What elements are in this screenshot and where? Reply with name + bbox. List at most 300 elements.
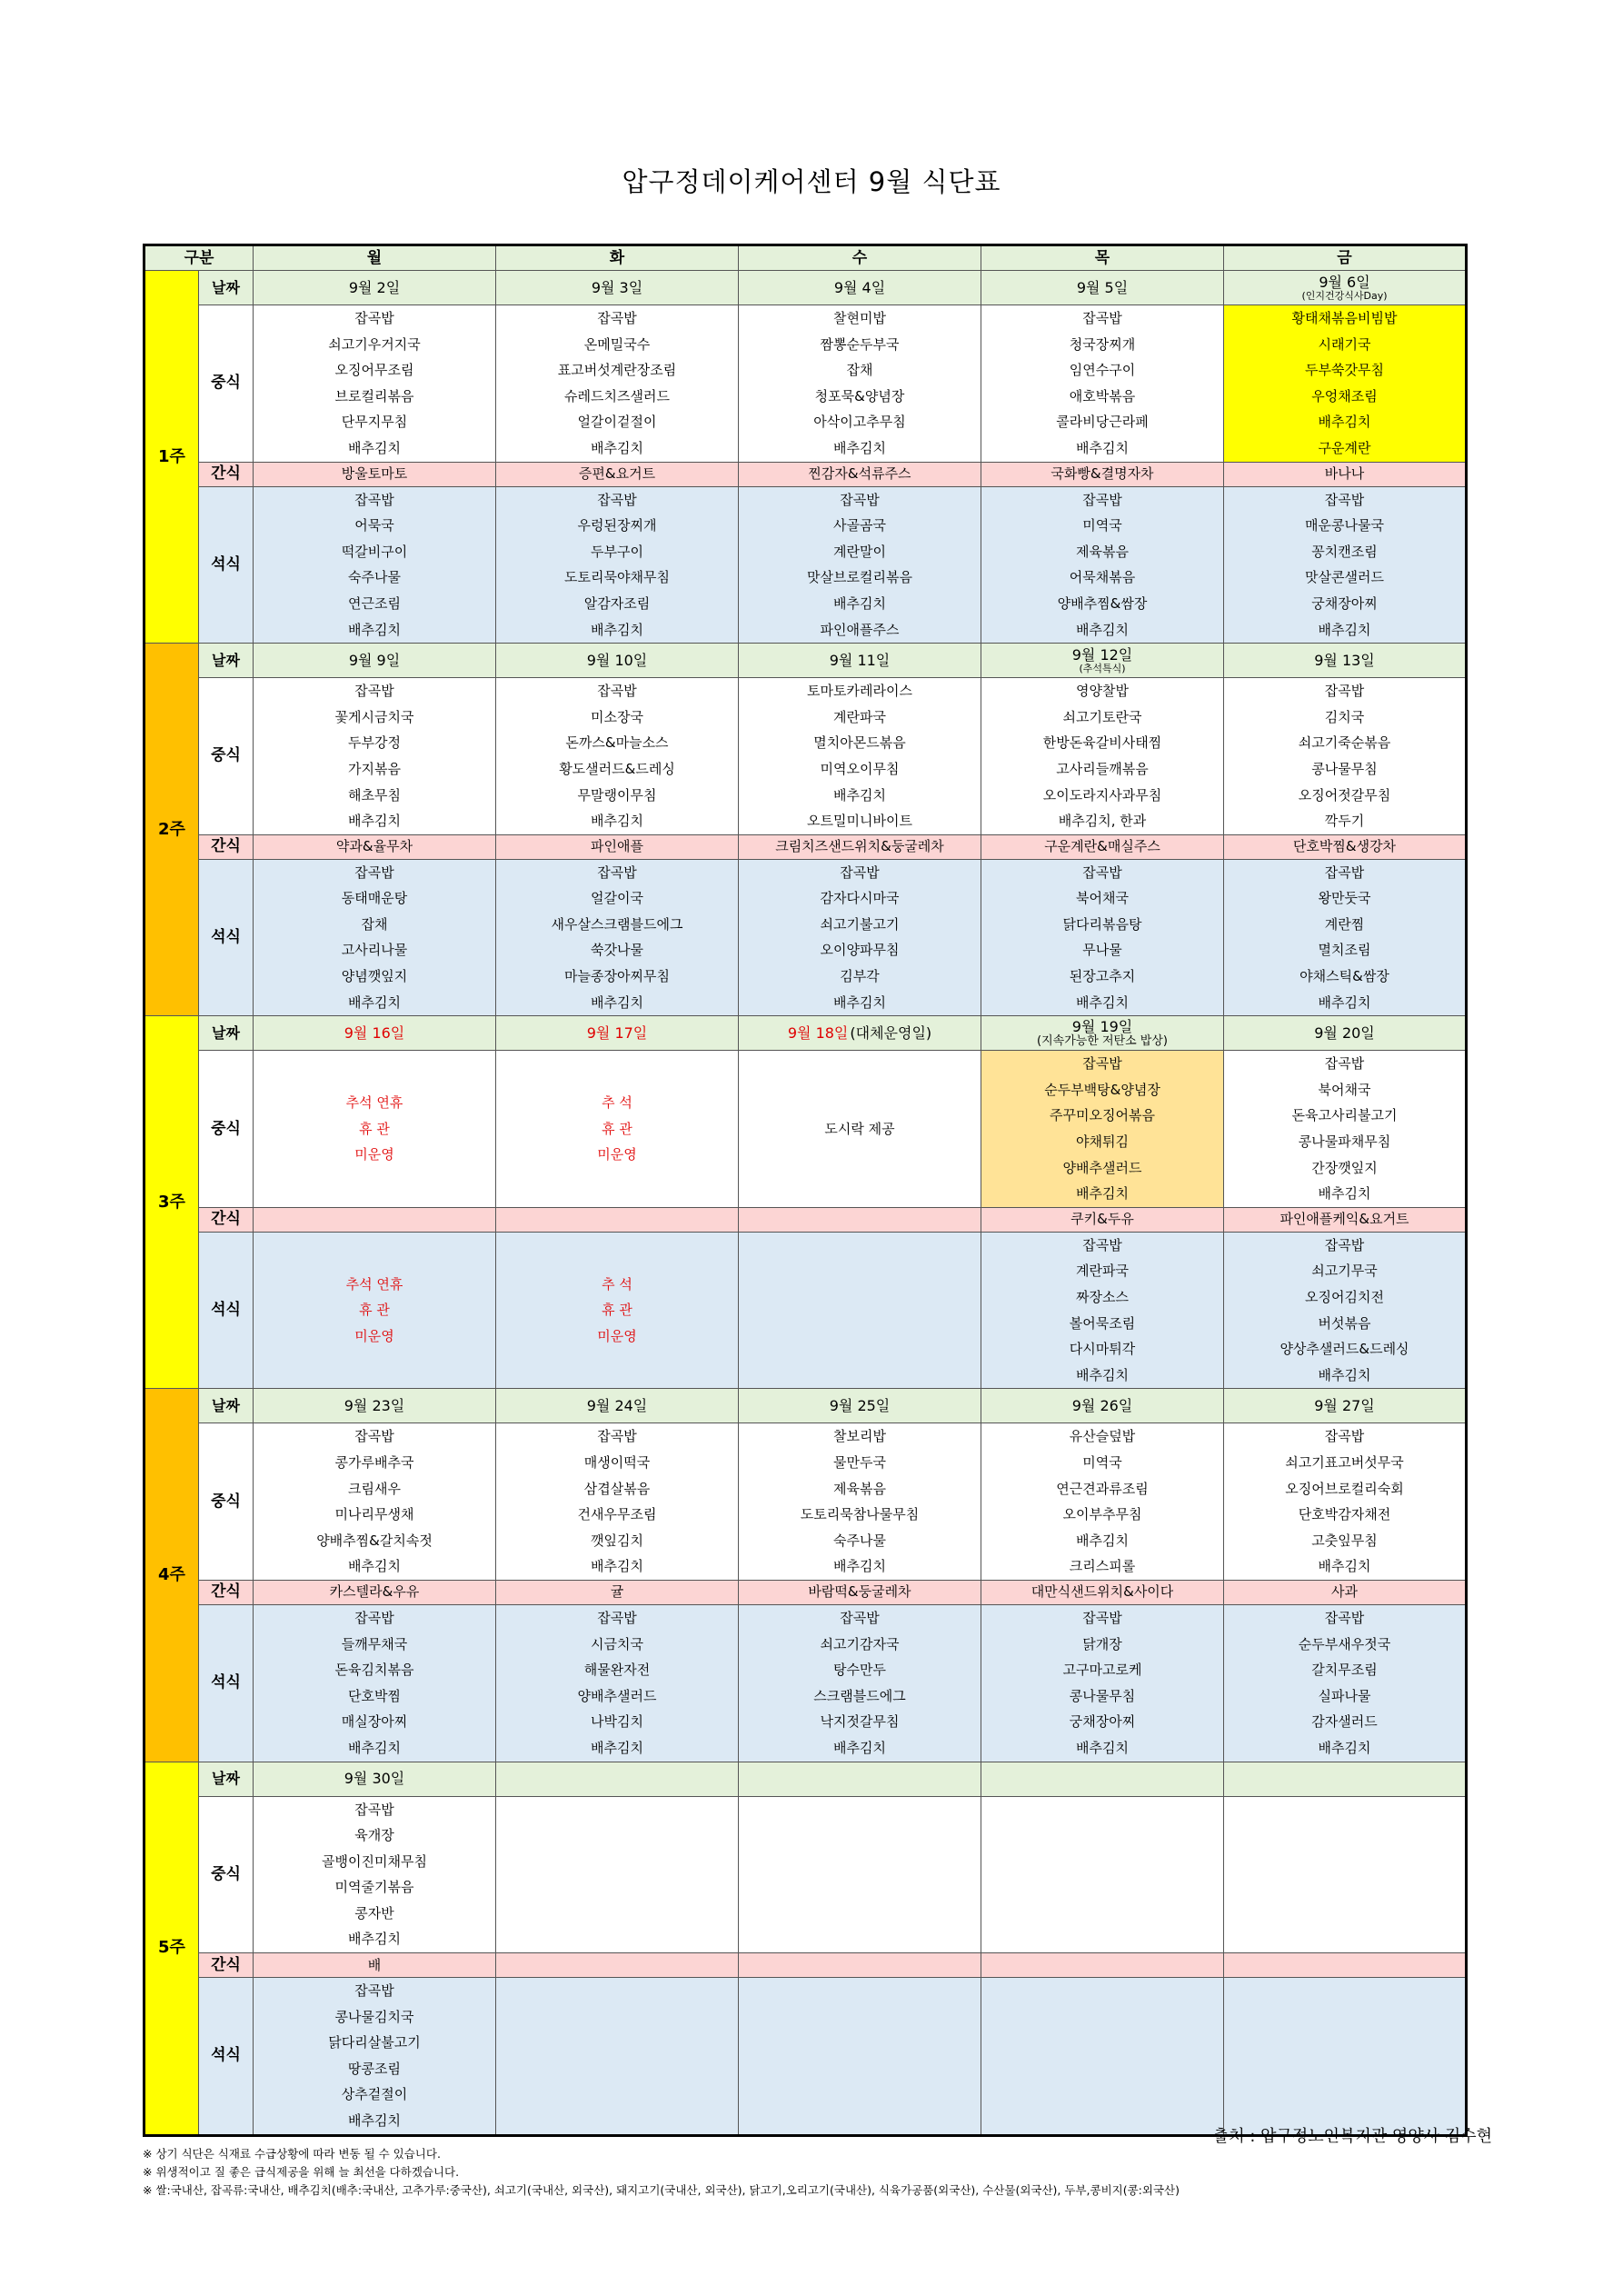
- menu-item: 어묵채볶음: [1069, 569, 1136, 586]
- menu-item: 두부구이: [591, 543, 643, 560]
- snack-cell: 단호박찜&생강차: [1224, 834, 1467, 859]
- menu-item: 두부강정: [348, 734, 401, 752]
- date-subtext: (추석특식): [1079, 662, 1126, 674]
- snack-cell: [981, 1953, 1224, 1978]
- menu-item: 매실장아찌: [341, 1713, 408, 1731]
- menu-item: 감자다시마국: [820, 890, 900, 907]
- menu-item: 찰현미밥: [833, 310, 886, 326]
- menu-item: 양배추샐러드: [577, 1687, 657, 1704]
- row-label-dinner: 석식: [199, 1978, 254, 2136]
- date-text: 9월 25일: [829, 1396, 891, 1414]
- date-cell: [1224, 644, 1467, 678]
- menu-item: 배추김치: [591, 1739, 643, 1756]
- menu-item: 연근견과류조림: [1056, 1480, 1149, 1497]
- menu-item: 북어채국: [1318, 1081, 1371, 1098]
- menu-item: 숙주나물: [833, 1532, 886, 1549]
- menu-item: 배추김치: [348, 1931, 401, 1948]
- menu-item: 배추김치: [348, 621, 401, 638]
- snack-cell: 증편&요거트: [496, 462, 739, 486]
- menu-item: 고사리나물: [341, 942, 408, 959]
- snack-cell: 바나나: [1224, 462, 1467, 486]
- snack-cell: 구운계란&매실주스: [981, 834, 1224, 859]
- dinner-cell: [496, 1232, 739, 1389]
- menu-item: 계란찜: [1324, 915, 1365, 933]
- dinner-cell: [254, 1232, 496, 1389]
- menu-item: 배추김치: [348, 2112, 401, 2130]
- menu-item: 삼겹살볶음: [583, 1480, 651, 1497]
- menu-item: 간장깻잎지: [1311, 1159, 1378, 1176]
- date-cell: [254, 1016, 496, 1051]
- dinner-cell: [1224, 859, 1467, 1016]
- menu-item: 잡곡밥: [1324, 1428, 1365, 1445]
- snack-cell: 약과&율무차: [254, 834, 496, 859]
- menu-item: 휴 관: [602, 1120, 632, 1137]
- week-label: 1주: [144, 271, 199, 644]
- row-label-dinner: 석식: [199, 1232, 254, 1389]
- header-gubun: 구분: [144, 245, 254, 271]
- menu-item: 미역국: [1082, 1453, 1122, 1471]
- menu-item: 우렁된장찌개: [577, 517, 657, 534]
- menu-item: 왕만둣국: [1318, 890, 1371, 907]
- date-text: 9월 18일: [787, 1023, 849, 1042]
- menu-item: 휴 관: [359, 1302, 390, 1319]
- menu-item: 배추김치: [1318, 993, 1371, 1011]
- menu-item: 파인애플주스: [820, 621, 900, 638]
- menu-item: 배추김치: [1318, 1739, 1371, 1756]
- menu-item: 청포묵&양념장: [814, 387, 905, 404]
- menu-item: 잡곡밥: [1324, 1609, 1365, 1626]
- date-cell: [981, 644, 1224, 678]
- menu-item: 골뱅이진미채무침: [322, 1852, 427, 1870]
- date-text: 9월 13일: [1314, 651, 1375, 669]
- menu-item: 야채스틱&쌈장: [1299, 968, 1389, 985]
- snack-cell: [739, 1953, 981, 1978]
- lunch-cell: [981, 305, 1224, 463]
- menu-item: 맛살브로컬리볶음: [807, 569, 912, 586]
- menu-item: 쇠고기불고기: [820, 915, 900, 933]
- menu-item: 배추김치: [1318, 621, 1371, 638]
- snack-cell: [496, 1953, 739, 1978]
- dinner-cell: [1224, 1978, 1467, 2136]
- menu-item: 나박김치: [591, 1713, 643, 1731]
- snack-cell: 카스텔라&우유: [254, 1580, 496, 1604]
- date-cell: [1224, 1016, 1467, 1051]
- dinner-cell: [254, 1604, 496, 1762]
- date-cell: [739, 271, 981, 305]
- dinner-cell: [254, 1978, 496, 2136]
- menu-item: 된장고추지: [1069, 968, 1136, 985]
- menu-item: 미운영: [354, 1327, 394, 1344]
- menu-item: 오징어젓갈무침: [1298, 786, 1391, 804]
- menu-item: 물만두국: [833, 1453, 886, 1471]
- menu-item: 건새우무조림: [577, 1506, 657, 1523]
- dinner-cell: [981, 1978, 1224, 2136]
- row-label-date: 날짜: [199, 1762, 254, 1796]
- menu-item: 배추김치: [591, 621, 643, 638]
- menu-item: 잡곡밥: [1324, 863, 1365, 881]
- menu-item: 김부각: [840, 968, 880, 985]
- menu-item: 콩나물무침: [1311, 760, 1378, 777]
- lunch-cell: 도시락 제공: [739, 1051, 981, 1208]
- row-label-date: 날짜: [199, 1016, 254, 1051]
- menu-item: 스크램블드에그: [813, 1687, 906, 1704]
- dinner-cell: [739, 1232, 981, 1389]
- menu-item: 잡곡밥: [597, 1609, 637, 1626]
- date-text: 9월 16일: [344, 1023, 405, 1042]
- menu-item: 배추김치: [1076, 1185, 1129, 1203]
- date-cell: [1224, 1389, 1467, 1423]
- menu-item: 배추김치: [833, 439, 886, 456]
- date-text: 9월 5일: [1076, 278, 1129, 296]
- menu-item: 배추김치: [833, 1558, 886, 1575]
- menu-item: 배추김치, 한과: [1058, 813, 1147, 830]
- menu-item: 오징어브로컬리숙회: [1285, 1480, 1404, 1497]
- date-text: 9월 12일: [1071, 645, 1133, 664]
- menu-item: 오이도라지사과무침: [1042, 786, 1162, 804]
- menu-item: 꽁치캔조림: [1311, 543, 1378, 560]
- menu-item: 주꾸미오징어볶음: [1050, 1107, 1155, 1124]
- date-text: 9월 10일: [586, 651, 648, 669]
- menu-item: 돈육고사리불고기: [1291, 1107, 1398, 1124]
- snack-cell: 쿠키&두유: [981, 1207, 1224, 1232]
- menu-item: 단무지무침: [341, 414, 408, 431]
- menu-item: 가지볶음: [348, 760, 401, 777]
- lunch-cell: [496, 1051, 739, 1208]
- lunch-cell: [254, 305, 496, 463]
- menu-item: 추 석: [602, 1275, 632, 1293]
- menu-item: 쇠고기토란국: [1062, 708, 1142, 725]
- note-line: ※ 쌀:국내산, 잡곡류:국내산, 배추김치(배추:국내산, 고추가루:중국산), 쇠고기(국내산, 외국산), 돼지고기(국내산, 외국산), 닭고기,오리고기(국내산), 식육가공품(외국산), 수산물(외국산), 두부,콩비지(콩:외국산): [143, 2183, 1180, 2197]
- page-title: 압구정데이케어센터 9월 식단표: [622, 166, 1001, 197]
- menu-item: 잡곡밥: [1324, 683, 1365, 700]
- date-text: 9월 20일: [1314, 1023, 1375, 1042]
- date-text: 9월 24일: [586, 1396, 648, 1414]
- snack-cell: 파인애플: [496, 834, 739, 859]
- row-label-dinner: 석식: [199, 486, 254, 644]
- menu-item: 단호박감자채전: [1298, 1506, 1391, 1523]
- date-subtext: (지속가능한 저탄소 밥상): [1037, 1033, 1168, 1048]
- snack-cell: 국화빵&결명자차: [981, 462, 1224, 486]
- menu-item: 배추김치: [833, 1739, 886, 1756]
- menu-item: 찰보리밥: [833, 1428, 886, 1445]
- snack-cell: 대만식샌드위치&사이다: [981, 1580, 1224, 1604]
- menu-item: 배추김치: [1076, 439, 1129, 456]
- menu-item: 낙지젓갈무침: [820, 1713, 900, 1731]
- row-label-date: 날짜: [199, 644, 254, 678]
- row-label-lunch: 중식: [199, 1796, 254, 1953]
- row-label-date: 날짜: [199, 271, 254, 305]
- date-cell: [981, 1016, 1224, 1051]
- lunch-cell: [496, 305, 739, 463]
- menu-item: 크림새우: [348, 1480, 401, 1497]
- menu-item: 배추김치: [591, 993, 643, 1011]
- menu-item: 잡곡밥: [597, 310, 637, 326]
- snack-cell: 귤: [496, 1580, 739, 1604]
- menu-item: 해초무침: [348, 786, 401, 804]
- menu-item: 구운계란: [1318, 439, 1371, 456]
- lunch-cell: [739, 1796, 981, 1953]
- lunch-cell: [1224, 1796, 1467, 1953]
- snack-cell: 크림치즈샌드위치&둥굴레차: [739, 834, 981, 859]
- notes: [143, 2145, 1497, 2200]
- menu-item: 맛살콘샐러드: [1305, 569, 1384, 586]
- date-cell: [496, 644, 739, 678]
- menu-item: 온메밀국수: [583, 335, 651, 353]
- week-label: 2주: [144, 644, 199, 1016]
- menu-item: 잡곡밥: [354, 863, 394, 881]
- date-cell: [254, 1762, 496, 1796]
- menu-item: 고사리들깨볶음: [1056, 760, 1149, 777]
- menu-item: 도토리묵야채무침: [564, 569, 670, 586]
- menu-item: 쇠고기표고버섯무국: [1285, 1453, 1404, 1471]
- menu-item: 미운영: [597, 1327, 637, 1344]
- menu-item: 무말랭이무침: [577, 786, 657, 804]
- dinner-cell: [739, 859, 981, 1016]
- menu-item: 휴 관: [602, 1302, 632, 1319]
- menu-item: 알감자조림: [583, 594, 651, 612]
- menu-item: 잡곡밥: [1082, 863, 1122, 881]
- week-label: 5주: [144, 1762, 199, 2135]
- lunch-cell: [1224, 1051, 1467, 1208]
- snack-cell: [254, 1207, 496, 1232]
- menu-item: 탕수만두: [833, 1662, 886, 1679]
- date-cell: [739, 1762, 981, 1796]
- menu-item: 김치국: [1324, 708, 1365, 725]
- menu-item: 잡곡밥: [1082, 1236, 1122, 1253]
- menu-item: 콩나물김치국: [334, 2008, 414, 2025]
- menu-item: 배추김치: [348, 993, 401, 1011]
- menu-item: 토마토카레라이스: [807, 683, 912, 700]
- menu-item: 육개장: [354, 1827, 394, 1844]
- week-label: 4주: [144, 1389, 199, 1762]
- menu-item: 도토리묵참나물무침: [800, 1506, 920, 1523]
- menu-item: 배추김치: [348, 439, 401, 456]
- menu-item: 두부쑥갓무침: [1305, 362, 1384, 379]
- menu-item: 매운콩나물국: [1305, 517, 1384, 534]
- date-cell: [739, 644, 981, 678]
- snack-cell: 사과: [1224, 1580, 1467, 1604]
- menu-item: 콜라비당근라페: [1056, 414, 1149, 431]
- date-text: 9월 9일: [348, 651, 401, 669]
- snack-cell: 방울토마토: [254, 462, 496, 486]
- menu-item: 돈까스&마늘소스: [565, 734, 669, 752]
- week-label: 3주: [144, 1016, 199, 1389]
- header-day: 화: [496, 245, 739, 271]
- menu-item: 무나물: [1082, 942, 1122, 959]
- menu-item: 연근조림: [348, 594, 401, 612]
- menu-item: 고구마고로케: [1062, 1662, 1142, 1679]
- dinner-cell: [1224, 1232, 1467, 1389]
- lunch-cell: [496, 1423, 739, 1581]
- snack-cell: [1224, 1953, 1467, 1978]
- menu-item: 잡곡밥: [1082, 491, 1122, 508]
- row-label-lunch: 중식: [199, 678, 254, 835]
- dinner-cell: [496, 1978, 739, 2136]
- row-label-dinner: 석식: [199, 859, 254, 1016]
- snack-cell: 배: [254, 1953, 496, 1978]
- menu-item: 떡갈비구이: [341, 543, 408, 560]
- menu-item: 잡곡밥: [597, 491, 637, 508]
- menu-item: 잡곡밥: [354, 1428, 394, 1445]
- menu-item: 꽃게시금치국: [334, 708, 414, 725]
- menu-item: 순두부백탕&양념장: [1044, 1081, 1160, 1098]
- menu-item: 마늘종장아찌무침: [564, 968, 670, 985]
- snack-cell: 바람떡&둥굴레차: [739, 1580, 981, 1604]
- date-cell: [981, 1762, 1224, 1796]
- menu-item: 멸치조림: [1318, 942, 1371, 959]
- row-label-dinner: 석식: [199, 1604, 254, 1762]
- menu-item: 야채튀김: [1076, 1133, 1129, 1151]
- menu-item: 단호박찜: [348, 1687, 401, 1704]
- menu-item: 잡곡밥: [1082, 1055, 1122, 1073]
- menu-item: 표고버섯계란장조림: [557, 362, 677, 379]
- menu-item: 크리스피롤: [1069, 1558, 1136, 1575]
- menu-item: 닭다리살불고기: [328, 2034, 421, 2051]
- dinner-cell: [254, 859, 496, 1016]
- snack-cell: [496, 1207, 739, 1232]
- menu-item: 쇠고기우거지국: [328, 335, 421, 353]
- menu-item: 잡곡밥: [840, 863, 880, 881]
- menu-item: 배추김치: [1076, 1532, 1129, 1549]
- lunch-cell: [981, 678, 1224, 835]
- menu-item: 들깨무채국: [341, 1635, 408, 1652]
- date-cell: [496, 1016, 739, 1051]
- menu-item: 짜장소스: [1076, 1289, 1129, 1305]
- note-line: ※ 위생적이고 질 좋은 급식제공을 위해 늘 최선을 다하겠습니다.: [143, 2165, 460, 2179]
- menu-item: 배추김치: [1318, 1558, 1371, 1575]
- menu-item: 실파나물: [1318, 1687, 1371, 1704]
- menu-item: 동태매운탕: [341, 890, 408, 907]
- date-cell: [981, 271, 1224, 305]
- menu-item: 미소장국: [591, 708, 643, 725]
- menu-item: 북어채국: [1076, 890, 1129, 907]
- menu-item: 배추김치: [1076, 621, 1129, 638]
- menu-item: 시금치국: [591, 1635, 643, 1652]
- note-line: ※ 상기 식단은 식재료 수급상황에 따라 변동 될 수 있습니다.: [143, 2147, 441, 2161]
- menu-item: 영양찰밥: [1076, 683, 1129, 700]
- menu-item: 얼갈이국: [591, 890, 643, 907]
- menu-item: 돈육김치볶음: [334, 1662, 414, 1679]
- header-day: 목: [981, 245, 1224, 271]
- menu-item: 배추김치: [1318, 1366, 1371, 1383]
- menu-item: 배추김치: [591, 439, 643, 456]
- menu-item: 궁채장아찌: [1069, 1713, 1136, 1731]
- row-label-lunch: 중식: [199, 305, 254, 463]
- row-label-snack: 간식: [199, 1953, 254, 1978]
- date-text: 9월 11일: [829, 651, 891, 669]
- date-subtext: (대체운영일): [850, 1023, 932, 1042]
- menu-item: 미역줄기볶음: [334, 1879, 414, 1896]
- menu-item: 갈치무조림: [1311, 1662, 1378, 1679]
- menu-item: 멸치아몬드볶음: [813, 734, 906, 752]
- lunch-cell: [981, 1796, 1224, 1953]
- menu-item: 감자샐러드: [1311, 1713, 1378, 1731]
- menu-item: 잡곡밥: [354, 683, 394, 700]
- menu-item: 콩나물파채무침: [1298, 1133, 1391, 1151]
- date-cell: [496, 1762, 739, 1796]
- menu-item: 미나리무생채: [334, 1506, 414, 1523]
- menu-table: [143, 244, 1468, 2137]
- menu-item: 배추김치: [833, 993, 886, 1011]
- menu-item: 잡곡밥: [354, 1801, 394, 1818]
- dinner-cell: [1224, 486, 1467, 644]
- menu-item: 추석 연휴: [345, 1275, 403, 1293]
- menu-item: 양배추찜&갈치속젓: [316, 1532, 433, 1549]
- menu-item: 잡곡밥: [354, 491, 394, 508]
- menu-item: 얼갈이겉절이: [577, 414, 657, 431]
- date-cell: [254, 271, 496, 305]
- dinner-cell: [981, 1232, 1224, 1389]
- date-text: 9월 26일: [1071, 1396, 1133, 1414]
- lunch-cell: [254, 1423, 496, 1581]
- lunch-cell: [254, 1051, 496, 1208]
- menu-item: 잡곡밥: [1324, 491, 1365, 508]
- menu-item: 잡곡밥: [1082, 1609, 1122, 1626]
- menu-item: 닭개장: [1082, 1635, 1122, 1652]
- menu-item: 잡채: [846, 362, 873, 379]
- dinner-cell: [254, 486, 496, 644]
- menu-item: 오징어무조림: [334, 362, 414, 379]
- menu-item: 닭다리볶음탕: [1062, 915, 1142, 933]
- lunch-cell: [739, 305, 981, 463]
- dinner-cell: [1224, 1604, 1467, 1762]
- row-label-snack: 간식: [199, 1580, 254, 1604]
- menu-item: 쇠고기죽순볶음: [1298, 734, 1391, 752]
- menu-item: 깍두기: [1324, 813, 1365, 830]
- lunch-cell: [254, 678, 496, 835]
- menu-item: 양배추찜&쌈장: [1057, 594, 1148, 612]
- menu-item: 매생이떡국: [583, 1453, 651, 1471]
- menu-item: 궁채장아찌: [1311, 594, 1378, 612]
- menu-item: 미역오이무침: [820, 760, 900, 777]
- menu-item: 사골곰국: [833, 517, 886, 534]
- date-text: 9월 2일: [348, 278, 401, 296]
- dinner-cell: [981, 486, 1224, 644]
- menu-item: 제육볶음: [833, 1480, 886, 1497]
- menu-item: 버섯볶음: [1318, 1314, 1371, 1332]
- date-cell: [496, 1389, 739, 1423]
- menu-item: 브로컬리볶음: [334, 387, 414, 404]
- date-cell: [496, 271, 739, 305]
- menu-item: 콩가루배추국: [334, 1453, 414, 1471]
- menu-item: 순두부새우젓국: [1298, 1635, 1391, 1652]
- date-cell: [739, 1016, 981, 1051]
- lunch-cell: [254, 1796, 496, 1953]
- lunch-cell: [1224, 678, 1467, 835]
- menu-item: 쇠고기감자국: [820, 1635, 900, 1652]
- row-label-date: 날짜: [199, 1389, 254, 1423]
- menu-item: 휴 관: [359, 1120, 390, 1137]
- menu-item: 임연수구이: [1069, 362, 1136, 379]
- lunch-cell: [496, 678, 739, 835]
- menu-item: 쑥갓나물: [591, 942, 643, 959]
- menu-item: 배추김치: [1076, 1739, 1129, 1756]
- date-text: 9월 30일: [344, 1770, 405, 1787]
- menu-item: 잡곡밥: [597, 1428, 637, 1445]
- menu-item: 잡곡밥: [354, 310, 394, 326]
- lunch-cell: [1224, 1423, 1467, 1581]
- header-day: 수: [739, 245, 981, 271]
- date-cell: [1224, 1762, 1467, 1796]
- menu-item: 땅콩조림: [348, 2060, 401, 2077]
- date-cell: [254, 644, 496, 678]
- lunch-cell: [1224, 305, 1467, 463]
- date-text: 9월 27일: [1314, 1396, 1375, 1414]
- menu-item: 볼어묵조림: [1069, 1314, 1136, 1332]
- menu-item: 배추김치: [348, 1739, 401, 1756]
- menu-item: 황도샐러드&드레싱: [559, 760, 675, 777]
- header-day: 금: [1224, 245, 1467, 271]
